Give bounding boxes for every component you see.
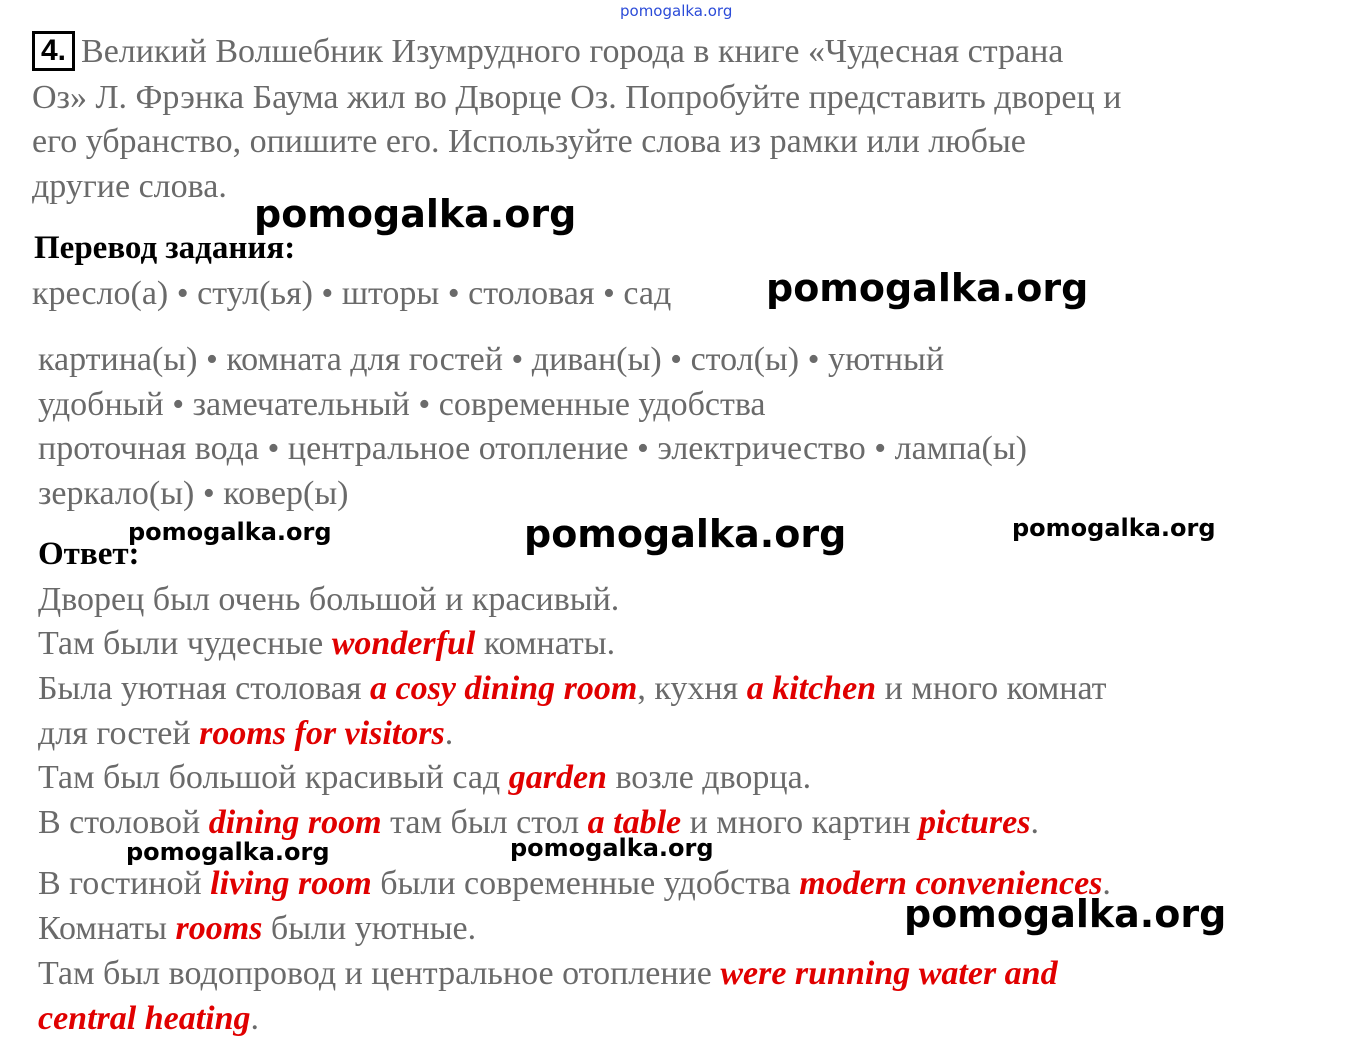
text-segment: . [1102,865,1111,902]
task-line-3: его убранство, опишите его. Используйте слова из рамки или любые [32,123,1026,160]
english-word: a kitchen [746,670,877,707]
watermark: pomogalka.org [524,512,847,556]
english-word: a table [587,804,682,841]
watermark: pomogalka.org [1012,514,1216,542]
answer-line-3 [38,667,1107,711]
text-segment: . [444,715,454,752]
watermark: pomogalka.org [128,518,332,546]
text-segment: В гостиной [38,865,211,902]
text-segment: Комнаты [38,910,176,947]
watermark: pomogalka.org [904,892,1227,936]
words-line-4: зеркало(ы) • ковер(ы) [38,475,349,512]
translation-line-1: кресло(а) • стул(ья) • шторы • столовая • сад [32,275,672,312]
watermark-top: pomogalka.org [620,2,733,20]
text-segment: были современные удобства [371,865,800,902]
watermark: pomogalka.org [254,192,577,236]
english-word: pictures [919,804,1031,841]
english-word: were running water and [720,955,1058,992]
text-segment: там был стол [381,804,588,841]
answer-line-8 [38,907,476,951]
text-segment: и много картин [681,804,920,841]
text-segment: Там был водопровод и центральное отопление [38,955,721,992]
text-segment: В столовой [38,804,209,841]
answer-line-9 [38,952,1058,996]
task-number: 4. [32,31,75,71]
text-segment: Там были чудесные [38,625,332,662]
words-line-3: проточная вода • центральное отопление • электричество • лампа(ы) [38,430,1027,467]
task-text: Великий Волшебник Изумрудного города в книге «Чудесная страна [81,33,1064,70]
text-segment: возле дворца. [606,759,812,796]
text-segment: , кухня [637,670,747,707]
watermark: pomogalka.org [126,838,330,866]
english-word: dining room [208,804,382,841]
english-word: a cosy dining room [370,670,638,707]
text-segment: были уютные. [262,910,477,947]
watermark: pomogalka.org [510,834,714,862]
text-segment: и много комнат [876,670,1107,707]
text-segment: Там был большой красивый сад [38,759,509,796]
answer-heading: Ответ: [38,536,140,572]
english-word: wonderful [331,625,476,662]
answer-line-10 [38,997,259,1041]
watermark: pomogalka.org [766,266,1089,310]
text-segment: Была уютная столовая [38,670,371,707]
english-word: rooms [175,910,263,947]
answer-line-4 [38,712,453,756]
text-segment: для гостей [38,715,200,752]
task-line-1 [32,30,1063,74]
text-segment: комнаты. [475,625,616,662]
answer-line-2 [38,622,615,666]
english-word: modern conveniences [799,865,1103,902]
english-word: living room [210,865,372,902]
task-line-4: другие слова. [32,168,227,205]
translation-heading: Перевод задания: [34,230,296,266]
text-segment: . [250,1000,260,1037]
answer-line-1: Дворец был очень большой и красивый. [38,581,620,618]
words-line-2: удобный • замечательный • современные удобства [38,386,766,423]
english-word: central heating [38,1000,251,1037]
text-segment: . [1030,804,1039,841]
words-line-1: картина(ы) • комната для гостей • диван(ы) • стол(ы) • уютный [38,341,945,378]
answer-line-5 [38,756,811,800]
task-line-2: Оз» Л. Фрэнка Баума жил во Дворце Оз. Попробуйте представить дворец и [32,79,1122,116]
english-word: garden [508,759,607,796]
english-word: rooms for visitors [199,715,445,752]
